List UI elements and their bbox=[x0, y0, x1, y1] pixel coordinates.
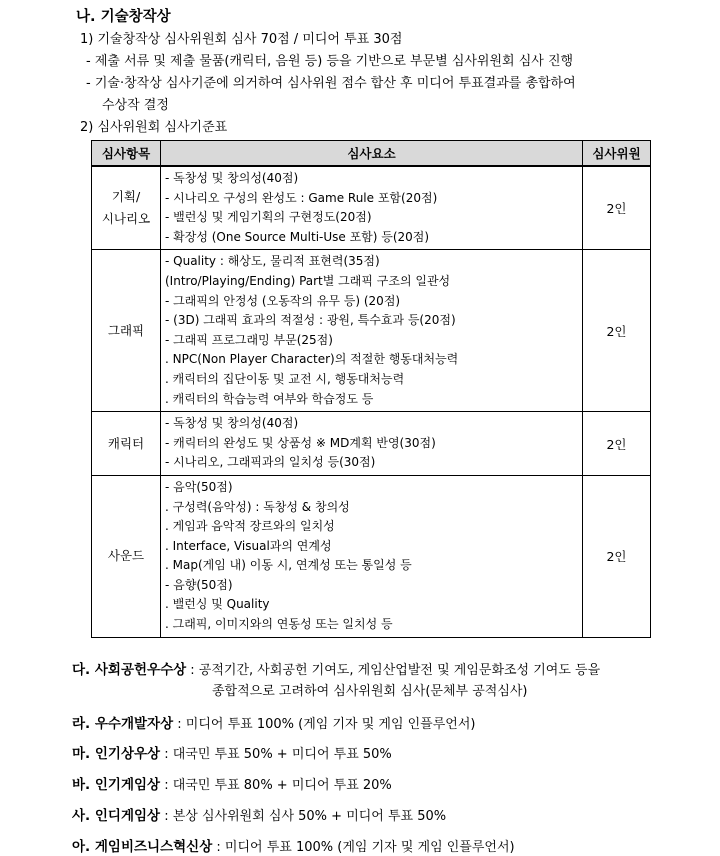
award-desc: : 미디어 투표 100% (게임 기자 및 게임 인플루언서) bbox=[212, 840, 515, 855]
table-row bbox=[92, 166, 651, 250]
award-desc: : 공적기간, 사회공헌 기여도, 게임산업발전 및 게임문화조성 기여도 등을 bbox=[186, 663, 601, 678]
criteria-line-cont: 수상작 결정 bbox=[102, 98, 169, 113]
category-label: 기획/ bbox=[111, 189, 141, 205]
award-popular bbox=[72, 742, 392, 762]
elements-cell bbox=[161, 250, 583, 412]
award-indie bbox=[72, 804, 446, 824]
table-row bbox=[92, 475, 651, 637]
award-social-contribution bbox=[72, 658, 600, 678]
criteria-table-caption: 2) 심사위원회 심사기준표 bbox=[80, 120, 228, 135]
elements-cell bbox=[161, 166, 583, 250]
category-label: 캐릭터 bbox=[107, 435, 145, 451]
judges-cell: 2인 bbox=[583, 475, 651, 637]
award-name: 라. 우수개발자상 bbox=[72, 716, 174, 732]
table-row bbox=[92, 250, 651, 412]
criteria-item: - 독창성 및 창의성(40점) bbox=[165, 171, 299, 185]
criteria-item: . 게임과 음악적 장르와의 일치성 bbox=[165, 519, 335, 534]
award-name: 다. 사회공헌우수상 bbox=[72, 662, 187, 678]
criteria-item: - 독창성 및 창의성(40점) bbox=[165, 416, 299, 431]
criteria-item: - 확장성 (One Source Multi-Use 포함) 등(20점) bbox=[165, 229, 430, 244]
criteria-item: - 시나리오 구성의 완성도 : Game Rule 포함(20점) bbox=[165, 190, 438, 205]
category-cell bbox=[92, 166, 161, 250]
criteria-item: . Map(게임 내) 이동 시, 연계성 또는 통일성 등 bbox=[165, 558, 412, 573]
submission-line: - 제출 서류 및 제출 물품(캐릭터, 음원 등) 등을 기반으로 부문별 심사위원회 심사 진행 bbox=[86, 54, 574, 69]
category-label: 그래픽 bbox=[107, 322, 145, 338]
criteria-item: . Interface, Visual과의 연계성 bbox=[165, 538, 332, 553]
criteria-item: . NPC(Non Player Character)의 적절한 행동대처능력 bbox=[165, 352, 459, 367]
criteria-item: - 시나리오, 그래픽과의 일치성 등(30점) bbox=[165, 455, 376, 470]
award-popular-game bbox=[72, 773, 392, 793]
criteria-item: - 밸런싱 및 게임기획의 구현정도(20점) bbox=[165, 210, 372, 225]
criteria-table bbox=[91, 140, 651, 638]
header-judges: 심사위원 bbox=[583, 141, 651, 167]
judges-cell: 2인 bbox=[583, 166, 651, 250]
criteria-item: - 캐릭터의 완성도 및 상품성 ※ MD계획 반영(30점) bbox=[165, 435, 436, 450]
award-desc: : 대국민 투표 50% + 미디어 투표 50% bbox=[160, 747, 392, 762]
criteria-line: - 기술·창작상 심사기준에 의거하여 심사위원 점수 합산 후 미디어 투표결과를 총합하여 bbox=[86, 76, 576, 91]
criteria-item: - Quality : 해상도, 물리적 표현력(35점) bbox=[165, 254, 380, 269]
award-name: 사. 인디게임상 bbox=[72, 808, 161, 824]
elements-cell bbox=[161, 475, 583, 637]
criteria-item: . 캐릭터의 학습능력 여부와 학습정도 등 bbox=[165, 391, 374, 406]
criteria-item: - 그래픽의 안정성 (오동작의 유무 등) (20점) bbox=[165, 293, 401, 308]
criteria-item: . 그래픽, 이미지와의 연동성 또는 일치성 등 bbox=[165, 617, 393, 632]
judges-cell: 2인 bbox=[583, 412, 651, 476]
award-desc: : 대국민 투표 80% + 미디어 투표 20% bbox=[160, 778, 392, 793]
category-cell bbox=[92, 475, 161, 637]
criteria-item: . 밸런싱 및 Quality bbox=[165, 597, 270, 612]
elements-cell bbox=[161, 412, 583, 476]
criteria-item: - 음향(50점) bbox=[165, 577, 233, 592]
category-cell bbox=[92, 412, 161, 476]
section-title: 나. 기술창작상 bbox=[76, 9, 171, 25]
scoring-ratio-line: 1) 기술창작상 심사위원회 심사 70점 / 미디어 투표 30점 bbox=[80, 32, 403, 47]
award-name: 바. 인기게임상 bbox=[72, 777, 161, 793]
header-elements: 심사요소 bbox=[161, 141, 583, 167]
award-business-innovation bbox=[72, 835, 515, 855]
category-label: 시나리오 bbox=[101, 211, 151, 227]
criteria-item: (Intro/Playing/Ending) Part별 그래픽 구조의 일관성 bbox=[165, 273, 451, 288]
award-desc: : 본상 심사위원회 심사 50% + 미디어 투표 50% bbox=[160, 809, 447, 824]
award-desc-cont: 종합적으로 고려하여 심사위원회 심사(문체부 공적심사) bbox=[212, 684, 528, 699]
table-header-row bbox=[92, 141, 651, 167]
table-row bbox=[92, 412, 651, 476]
judges-cell: 2인 bbox=[583, 250, 651, 412]
award-name: 아. 게임비즈니스혁신상 bbox=[72, 839, 213, 855]
category-cell bbox=[92, 250, 161, 412]
category-label: 사운드 bbox=[107, 548, 145, 564]
criteria-item: . 캐릭터의 집단이동 및 교전 시, 행동대처능력 bbox=[165, 371, 405, 386]
header-category: 심사항목 bbox=[92, 141, 161, 167]
criteria-item: - 음악(50점) bbox=[165, 479, 233, 494]
award-desc: : 미디어 투표 100% (게임 기자 및 게임 인플루언서) bbox=[173, 717, 476, 732]
criteria-item: . 구성력(음악성) : 독창성 & 창의성 bbox=[165, 499, 350, 514]
criteria-item: - 그래픽 프로그래밍 부문(25점) bbox=[165, 332, 333, 347]
criteria-item: - (3D) 그래픽 효과의 적절성 : 광원, 특수효과 등(20점) bbox=[165, 313, 456, 328]
award-name: 마. 인기상우상 bbox=[72, 746, 161, 762]
award-developer bbox=[72, 712, 476, 732]
